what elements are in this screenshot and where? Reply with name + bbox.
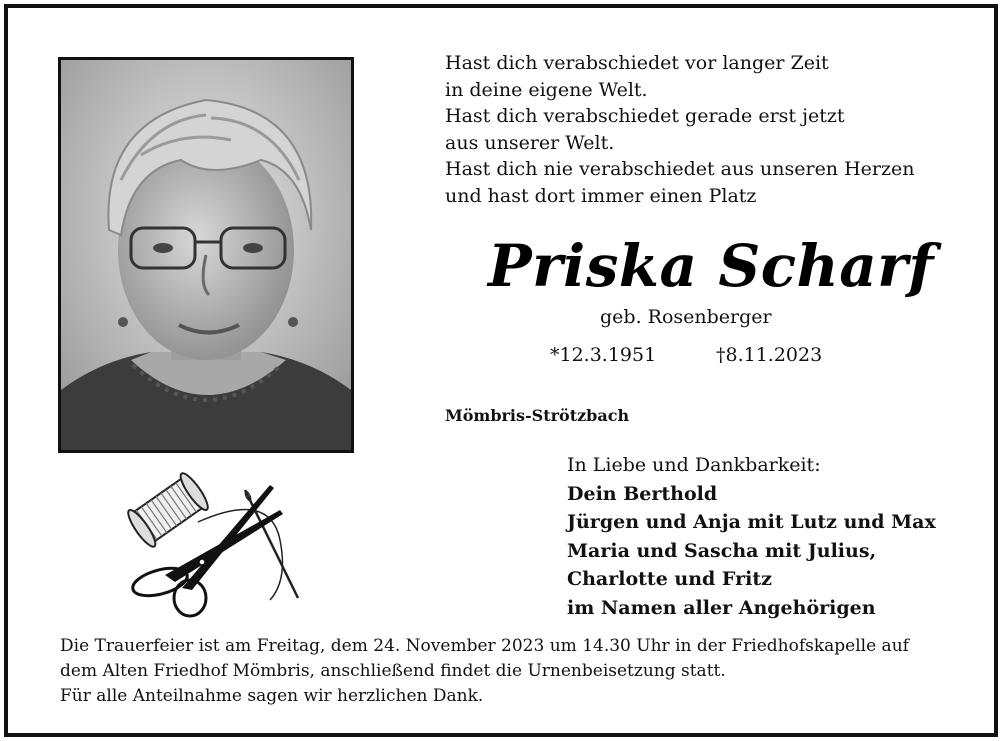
- deceased-name: Priska Scharf: [488, 232, 934, 300]
- portrait-illustration: [61, 60, 351, 450]
- poem-line: und hast dort immer einen Platz: [445, 184, 757, 207]
- family-member: Dein Berthold: [567, 482, 718, 505]
- portrait-photo: [58, 57, 354, 453]
- footer-line: dem Alten Friedhof Mömbris, anschließend findet die Urnenbeisetzung statt.: [60, 661, 726, 681]
- footer-line: Die Trauerfeier ist am Freitag, dem 24. November 2023 um 14.30 Uhr in der Friedhofskapelle auf: [60, 636, 909, 656]
- birth-name: geb. Rosenberger: [600, 306, 772, 328]
- footer-line: Für alle Anteilnahme sagen wir herzlichen Dank.: [60, 686, 484, 706]
- death-date: †8.11.2023: [716, 344, 823, 366]
- place-name: Mömbris-Strötzbach: [445, 406, 630, 425]
- family-member: Jürgen und Anja mit Lutz und Max: [567, 511, 936, 533]
- poem-line: aus unserer Welt.: [445, 131, 615, 154]
- family-intro: In Liebe und Dankbarkeit:: [567, 454, 821, 476]
- poem-line: Hast dich verabschiedet gerade erst jetzt: [445, 105, 845, 127]
- poem-line: in deine eigene Welt.: [445, 78, 648, 101]
- family-member: Maria und Sascha mit Julius,: [567, 539, 877, 562]
- birth-date: *12.3.1951: [550, 344, 657, 366]
- family-member: im Namen aller Angehörigen: [567, 596, 876, 619]
- funeral-notice: [60, 634, 909, 709]
- poem: [445, 50, 914, 209]
- family-member: Charlotte und Fritz: [567, 568, 772, 590]
- sewing-scissors-thread-icon: [120, 470, 310, 620]
- poem-line: Hast dich verabschiedet vor langer Zeit: [445, 52, 829, 74]
- family-signature: [567, 451, 936, 622]
- poem-line: Hast dich nie verabschiedet aus unseren Herzen: [445, 158, 915, 180]
